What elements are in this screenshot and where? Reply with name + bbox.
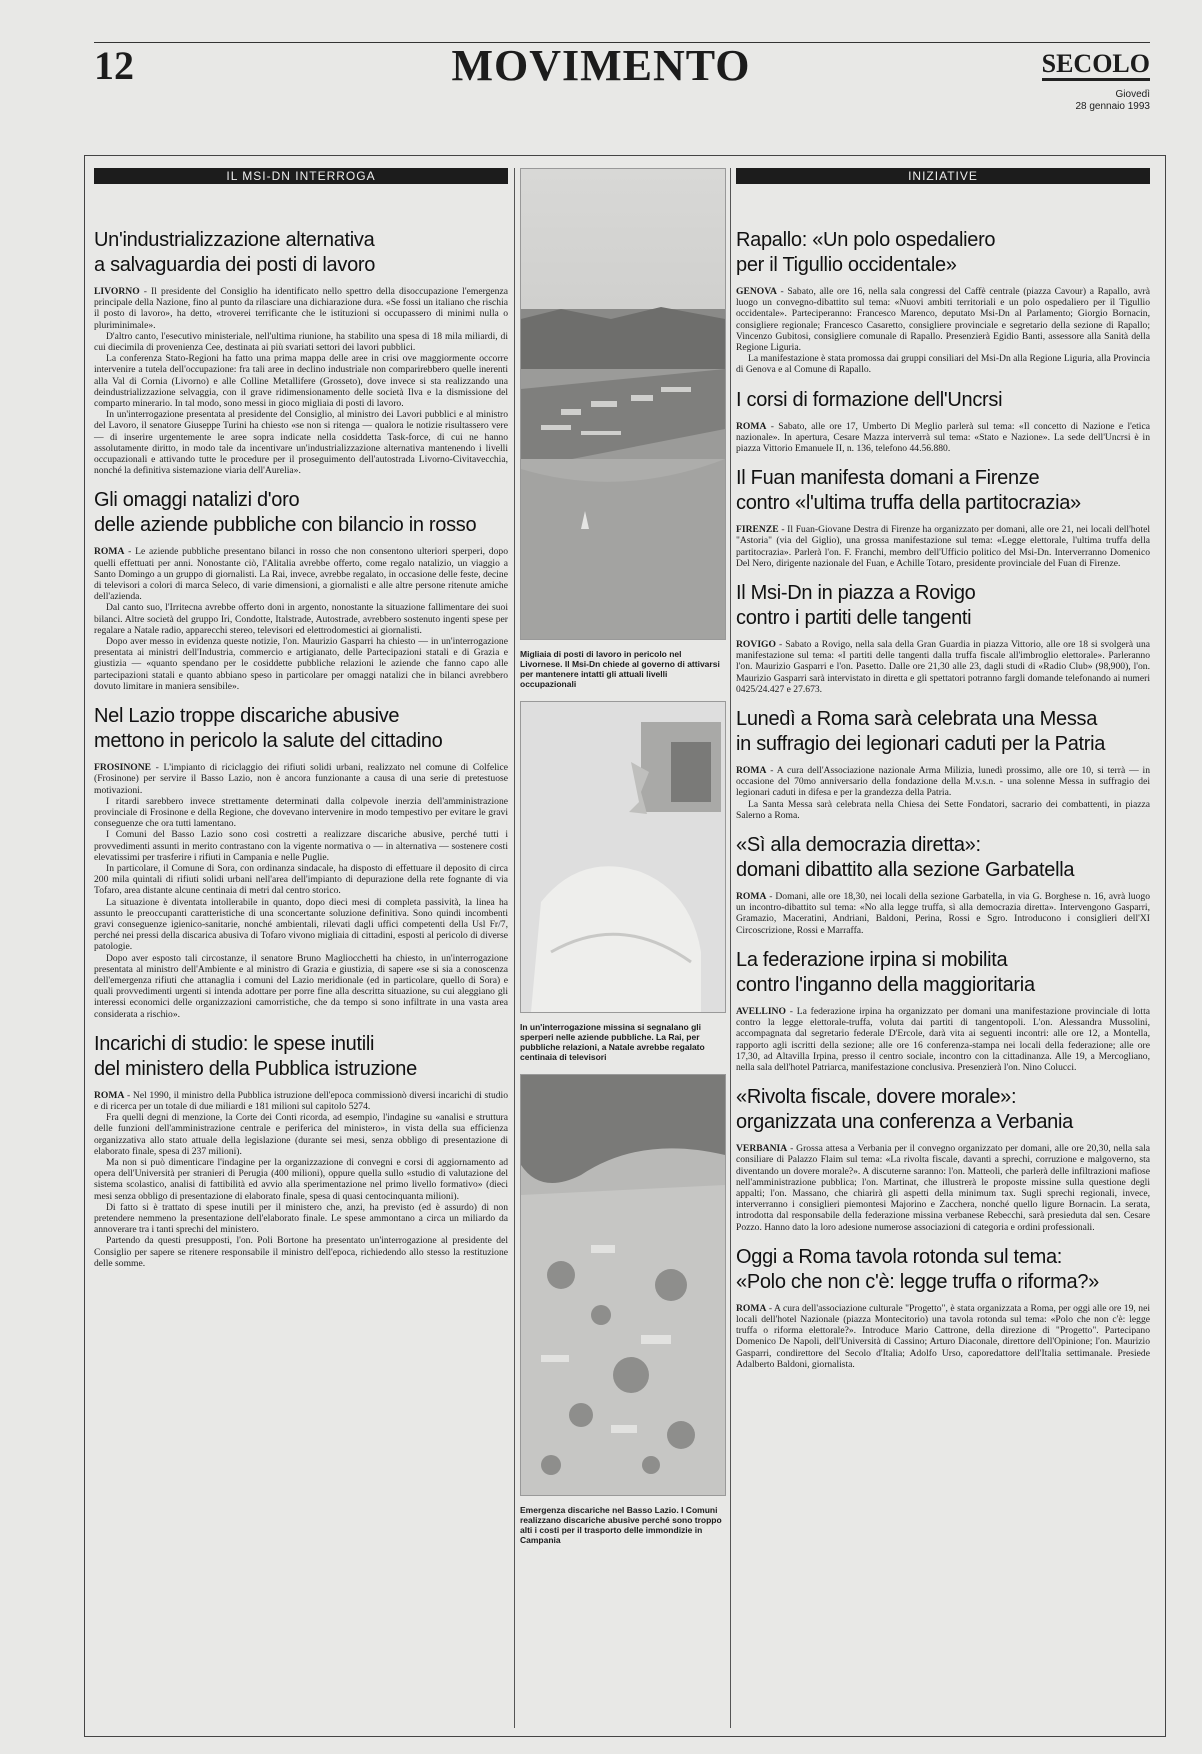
photo-caption: Migliaia di posti di lavoro in pericolo nel Livornese. Il Msi-Dn chiede al governo di attivarsi per mantenere intatti gli attuali livelli occupazionali	[520, 649, 720, 689]
article-headline: Il Fuan manifesta domani a Firenze contro «l'ultima truffa della partitocrazia»	[736, 467, 1081, 515]
article-verbania	[736, 1085, 1150, 1233]
article-rovigo	[736, 581, 1150, 695]
article-fuan-firenze	[736, 466, 1150, 569]
article-headline: La federazione irpina si mobilita contro l'inganno della maggioritaria	[736, 948, 1035, 996]
article-omaggi-natalizi	[94, 488, 508, 692]
article-body: ROMA - Le aziende pubbliche presentano bilanci in rosso che non consentono ulteriori sperperi, dopo quelli effettuati per anni. Nonostante ciò, l'Alitalia avrebbe offerto, come regalo natalizio, un viaggio a Santo Domingo a un gruppo di giornalisti. La Rai, invece, avrebbe regalato, in occasione delle feste, decine di televisori a colori di marca Seleco, di varie dimensioni, a giornalisti e alle altre persone ritenute amiche dell'azienda. Dal canto suo, l'Irritecna avrebbe offerto doni in argento, nonostante la situazione fallimentare dei suoi bilanci. Altre società del gruppo Iri, Condotte, Italstrade, Autostrade, avrebbero sostenuto ingenti spese per regalare a Natale radio, apparecchi stereo, televisori ed elettrodomestici ai giornalisti. Dopo aver messo in evidenza queste notizie, l'on. Maurizio Gasparri ha chiesto — in un'interrogazione presentata ai ministri dell'Industria, commercio e artigianato, delle Partecipazioni statali e di Grazia e giustizia — «quanto spendano per le cosiddette pubbliche relazioni le aziende che fanno capo alle partecipazioni statali e quanto abbiano speso in particolare per omaggi natalizi che in bilanci avrebbero dovuto limitare in maniera sensibile».	[94, 546, 508, 692]
article-body: VERBANIA - Grossa attesa a Verbania per il convegno organizzato per domani, alle ore 20,30, nella sala consiliare di Palazzo Flaim sul tema: «La rivolta fiscale, davanti a sprechi, corruzione e malgoverno, sta diventando un dovere morale?». A discuterne saranno: l'on. Matteoli, che parlerà delle infiltrazioni mafiose nell'amministrazione pubblica; l'on. Martinat, che illustrerà le proposte missine sulla questione degli appalti; l'on. Massano, che chiarirà gli aspetti della minimum tax. Sugli sprechi regionali, invece, interverranno i consiglieri piemontesi Majorino e Zacchera, nonché quello ligure Bornacin. La serata, introdotta dal responsabile della federazione missina verbanese Rebecchi, sarà presieduta dal sen. Cesare Pozzo. Hanno dato la loro adesione numerose associazioni di categoria e ordini professionali.	[736, 1143, 1150, 1233]
article-industrializzazione	[94, 228, 508, 476]
article-headline: Rapallo: «Un polo ospedaliero per il Tigullio occidentale»	[736, 229, 996, 276]
article-body: ROVIGO - Sabato a Rovigo, nella sala della Gran Guardia in piazza Vittorio, alle ore 18 si svolgerà una manifestazione sul tema: «I partiti delle tangenti dalla truffa fiscale all'imbroglio elettorale». Parleranno l'on. Maurizio Gasparri e l'on. Pasetto. Dalle ore 21,30 alle 23, dagli studi di «Radio Club» (98,900), l'on. Maurizio Gasparri sarà intervistato in diretta e gli spettatori potranno fargli domande telefonando ai numeri 0425/24.427 e 27.673.	[736, 639, 1150, 695]
article-rapallo	[736, 228, 1150, 376]
article-body: FIRENZE - Il Fuan-Giovane Destra di Firenze ha organizzato per domani, alle ore 21, nei locali dell'hotel "Astoria" (via del Giglio), una grossa manifestazione sul tema: «Legge elettorale, l'ultima truffa della partitocrazia». Parlerà l'on. F. Franchi, membro dell'Ufficio politico del Msi-Dn. Interverranno Domenico Del Nero, dirigente nazionale del Fuan, e Achille Totaro, presidente provinciale del Fuan di Firenze.	[736, 524, 1150, 569]
article-headline: Gli omaggi natalizi d'oro delle aziende pubbliche con bilancio in rosso	[94, 489, 477, 537]
article-body: GENOVA - Sabato, alle ore 16, nella sala congressi del Caffè centrale (piazza Cavour) a Rapallo, avrà luogo un convegno-dibattito sul tema: «Nuovi ambiti territoriali e un polo ospedaliero per il Tigullio occidentale». Parteciperanno: Francesco Marenco, deputato Msi-Dn al Parlamento; Giorgio Bornacin, consigliere regionale; Francesco Casaretto, consigliere provinciale e segretario della sezione di Rapallo; Vincenzo Gubitosi, consigliere comunale di Rapallo. Presenzierà Egidio Banti, assessore alla Sanità della Regione Liguria. La manifestazione è stata promossa dai gruppi consiliari del Msi-Dn alla Regione Liguria, alla Provincia di Genova e al Comune di Rapallo.	[736, 286, 1150, 376]
television-photo	[520, 701, 726, 1013]
article-body: FROSINONE - L'impianto di riciclaggio dei rifiuti solidi urbani, realizzato nel comune di Colfelice (Frosinone) per servire il Basso Lazio, non è ancora funzionante a causa di una serie di pretestuose motivazioni. I ritardi sarebbero invece strettamente determinati dalla colpevole inerzia dell'amministrazione provinciale di Frosinone e della Regione, che dovevano intervenire in modo tempestivo per evitare le gravi conseguenze che ora tutti lamentano. I Comuni del Basso Lazio sono così costretti a realizzare discariche abusive, perché tutti i provvedimenti assunti in merito contrastano con la vigente normativa o — in alternativa — sostenere costi elevatissimi per trasferire i rifiuti in Campania e nelle Puglie. In particolare, il Comune di Sora, con ordinanza sindacale, ha disposto di effettuare il deposito di circa 200 mila quintali di rifiuti solidi urbani nell'area dell'impianto di depurazione della rete fognante di via Tofaro, area distante alcune centinaia di metri dal centro storico. La situazione è diventata intollerabile in quanto, dopo dieci mesi di completa passività, la linea ha assunto le preoccupanti caratteristiche di una sconcertante soluzione definitiva. Sono quindi incombenti gravi conseguenze igienico-sanitarie, nonché ambientali, rilevati dagli uffici competenti della Usl Fr/7, perché nei pressi della discarica abusiva di Tofaro vivono migliaia di cittadini, esposti al pericolo di diverse patologie. Dopo aver esposto tali circostanze, il senatore Bruno Magliocchetti ha chiesto, in un'interrogazione presentata al ministro dell'Ambiente e al ministro di Grazia e giustizia, di sapere «se si sia a conoscenza dell'emergenza rifiuti che attanaglia i comuni del Lazio meridionale (ed in particolare, quello di Sora) e quali provvedimenti urgenti si intenda adottare per porre fine alla descritta situazione, su cui aleggiano gli interessi economici delle organizzazioni camorristiche, che da tempo si sono infiltrate in una vasta area considerata a rischio».	[94, 762, 508, 1020]
article-body: ROMA - A cura dell'associazione culturale "Progetto", è stata organizzata a Roma, per oggi alle ore 19, nei locali dell'hotel Nazionale (piazza Montecitorio) una tavola rotonda sul tema: «Polo che non c'è: legge truffa o riforma elettorale?». Introduce Mario Cattrone, della direzione di "Progetto". Partecipano Domenico De Napoli, dell'Università di Cassino; Arturo Diaconale, direttore dell'Opinione; l'on. Maurizio Gasparri, condirettore del Secolo d'Italia; Adolfo Urso, caporedattore dell'Italia settimanale. Presiede Adalberto Baldoni, giornalista.	[736, 1302, 1150, 1370]
masthead	[1042, 50, 1150, 113]
photo-column	[520, 168, 724, 1557]
article-headline: Nel Lazio troppe discariche abusive mettono in pericolo la salute del cittadino	[94, 705, 443, 753]
page-number: 12	[94, 43, 134, 88]
article-federazione-irpina	[736, 948, 1150, 1073]
section-title: MOVIMENTO	[451, 41, 751, 90]
article-headline: I corsi di formazione dell'Uncrsi	[736, 388, 1003, 411]
article-garbatella	[736, 833, 1150, 936]
article-body: LIVORNO - Il presidente del Consiglio ha identificato nello spettro della disoccupazione l'emergenza principale della Nazione, fino al punto da rilasciare una dichiarazione dura. «Se fossi un italiano che rischia il posto di lavoro», ha detto, «troverei terrificante che le istituzioni si occupassero di minimi nulla o pluriminimale». D'altro canto, l'esecutivo ministeriale, nell'ultima riunione, ha stabilito una spesa di 18 mila miliardi, di cui diecimila di provenienza Cee, destinata ai più svariati settori dei lavori pubblici. La conferenza Stato-Regioni ha fatto una prima mappa delle aree in crisi ove maggiormente occorre intervenire a tutela dell'occupazione: fra tali aree in declino industriale non comparirebbero quelle inerenti alla Val di Cornia (Livorno) e alle Colline Metallifere (Grosseto), dove invece si sta realizzando una deindustrializzazione selvaggia, con il grave ridimensionamento delle società Ilva e la dismissione del comparto minerario. In tal modo, sono messi in gioco migliaia di posti di lavoro. In un'interrogazione presentata al presidente del Consiglio, al ministro dei Lavori pubblici e al ministro del Lavoro, il senatore Giuseppe Turini ha chiesto «se non si ritenga — qualora le notizie risultassero vere — di inserire urgentemente le aree sopra indicate nella cosiddetta Task-force, di cui ne hanno assolutamente diritto, in modo tale da incentivare un'industrializzazione alternativa mantenendo i livelli occupazionali e attivando tutte le procedure per il proseguimento dell'autostrada Livorno-Civitavecchia, nonché la definitiva sistemazione viaria dell'Aurelia».	[94, 286, 508, 477]
article-headline: Incarichi di studio: le spese inutili del ministero della Pubblica istruzione	[94, 1032, 417, 1080]
right-column	[736, 168, 1150, 1382]
article-body: ROMA - Domani, alle ore 18,30, nei locali della sezione Garbatella, in via G. Borghese n. 16, avrà luogo un incontro-dibattito sul tema: «No alla legge truffa, sì alla democrazia diretta». Intervengono Gasparri, Gramazio, Maceratini, Andriani, Baldoni, Perina, Rossi e Sgro. Introducono i consiglieri dell'XI Circoscrizione, Rossi e Marraffa.	[736, 891, 1150, 936]
article-body: ROMA - A cura dell'Associazione nazionale Arma Milizia, lunedì prossimo, alle ore 10, si terrà — in occasione del 70mo anniversario della fondazione della M.v.s.n. - una solenne Messa in suffragio dei legionari caduti in difesa e per la grandezza della Patria. La Santa Messa sarà celebrata nella Chiesa dei Sette Fondatori, sacrario dei combattenti, in piazza Salerno a Roma.	[736, 765, 1150, 821]
kicker-iniziative: INIZIATIVE	[736, 168, 1150, 184]
photo-caption: Emergenza discariche nel Basso Lazio. I Comuni realizzano discariche abusive perché sono troppo alti i costi per il trasporto delle immondizie in Campania	[520, 1505, 722, 1545]
newspaper-logo: SECOLO	[1042, 50, 1150, 81]
article-messa-roma	[736, 707, 1150, 821]
photo-caption: In un'interrogazione missina si segnalano gli sperperi nelle aziende pubbliche. La Rai, per pubbliche relazioni, a Natale avrebbe regalato centinaia di televisori	[520, 1022, 705, 1062]
article-headline: Il Msi-Dn in piazza a Rovigo contro i partiti delle tangenti	[736, 582, 976, 630]
article-uncrsi	[736, 388, 1150, 455]
harbor-photo	[520, 168, 726, 640]
article-tavola-rotonda	[736, 1245, 1150, 1370]
article-headline: Oggi a Roma tavola rotonda sul tema: «Polo che non c'è: legge truffa o riforma?»	[736, 1245, 1100, 1293]
article-headline: Lunedì a Roma sarà celebrata una Messa in suffragio dei legionari caduti per la Patria	[736, 708, 1106, 756]
kicker-interroga: IL MSI-DN INTERROGA	[94, 168, 508, 184]
left-column	[94, 168, 508, 1281]
article-body: ROMA - Nel 1990, il ministro della Pubblica istruzione dell'epoca commissionò diversi incarichi di studio e di ricerca per un totale di due miliardi e 181 milioni sul capitolo 5274. Fra quelli degni di menzione, la Corte dei Conti ricorda, ad esempio, l'indagine su «analisi e struttura delle funzioni dell'amministrazione centrale e periferica del ministero», in vista della sua efficienza organizzativa allo stato attuale della legislazione (durante sei mesi, senza obbligo di presentazione di elaborato finale, spesa di 237 milioni). Ma non si può dimenticare l'indagine per la organizzazione di convegni e corsi di aggiornamento ad opera dell'Università per stranieri di Perugia (400 milioni), oppure quella sullo «studio di valutazione del sistema scolastico, analisi di fattibilità ed avvio alla sperimentazione nel primo livello formativo» (dieci mesi senza obbligo di presentazione di elaborato finale, spesa di quasi centocinquanta milioni). Di fatto si è trattato di spese inutili per il ministero che, anzi, ha previsto (ed è assurdo) di non pretendere nemmeno la presentazione dell'elaborato finale. Le spese ammontano a circa un miliardo da annoverare tra i tanti sprechi del ministero. Partendo da questi presupposti, l'on. Poli Bortone ha presentato un'interrogazione al presidente del Consiglio per sapere se ritenere responsabile il ministro dell'epoca, richiedendo allo stesso la restituzione delle somme.	[94, 1089, 508, 1269]
article-body: ROMA - Sabato, alle ore 17, Umberto Di Meglio parlerà sul tema: «Il concetto di Nazione e l'etica nazionale». In apertura, Cesare Mazza interverrà sul tema: «Stato e Nazione». La sede dell'Uncrsi è in piazza Vittorio Emanuele II, n. 136, telefono 44.56.880.	[736, 420, 1150, 455]
column-divider	[514, 168, 515, 1728]
article-headline: Un'industrializzazione alternativa a salvaguardia dei posti di lavoro	[94, 229, 376, 276]
article-body: AVELLINO - La federazione irpina ha organizzato per domani una manifestazione provinciale di lotta contro la legge elettorale-truffa, voluta dai partiti di tangentopoli. L'on. Alessandra Mussolini, accompagnata dal segretario federale D'Ercole, darà vita ai seguenti incontri: alle ore 12, a Montella, rapporto agli iscritti della sezione; alle ore 16 conferenza-stampa nei locali della federazione; alle ore 17,30, ad Altavilla Irpina, presso il centro sociale, incontro con la cittadinanza. Alle 19, a Mercogliano, nella sala dell'hotel Patriarca, manifestazione conclusiva. Presenzierà l'on. Nino Colucci.	[736, 1005, 1150, 1073]
article-discariche-lazio	[94, 704, 508, 1020]
article-incarichi-studio	[94, 1032, 508, 1269]
landfill-photo	[520, 1074, 726, 1496]
article-headline: «Sì alla democrazia diretta»: domani dibattito alla sezione Garbatella	[736, 834, 1075, 882]
issue-weekday: Giovedì	[1115, 89, 1150, 100]
column-divider	[730, 168, 731, 1728]
article-headline: «Rivolta fiscale, dovere morale»: organizzata una conferenza a Verbania	[736, 1086, 1073, 1134]
issue-date: 28 gennaio 1993	[1075, 101, 1150, 112]
